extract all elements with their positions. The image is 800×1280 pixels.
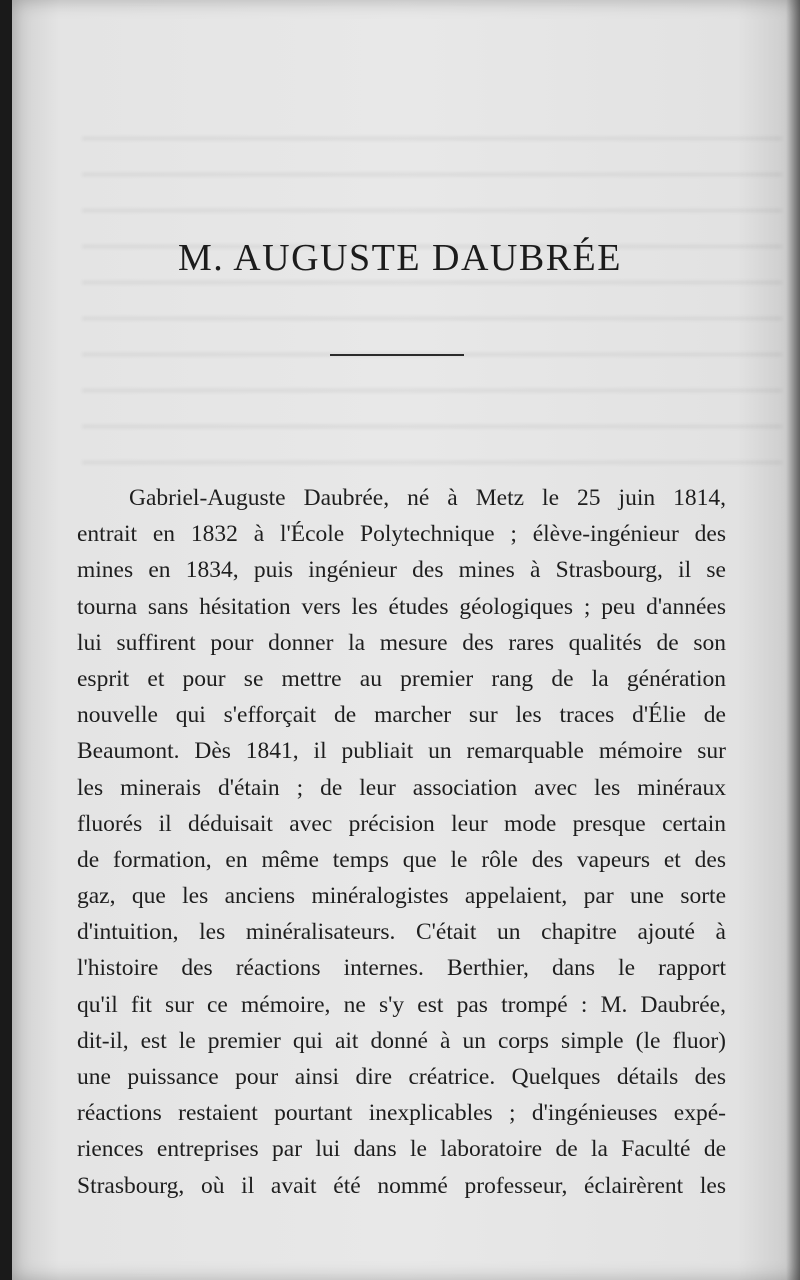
text-line: d'intuition, les minéralisateurs. C'était un chapitre ajouté à [77,919,726,946]
text-line: une puissance pour ainsi dire créatrice. Quelques détails des [77,1064,726,1090]
text-line: entrait en 1832 à l'École Polytechnique ; élève-ingénieur des [77,521,726,548]
text-line: réactions restaient pourtant inexplicables ; d'ingénieuses expé- [77,1100,726,1127]
text-line: de formation, en même temps que le rôle des vapeurs et des [77,846,726,873]
text-line: Gabriel-Auguste Daubrée, né à Metz le 25 juin 1814, [129,485,726,511]
text-line: qu'il fit sur ce mémoire, ne s'y est pas trompé : M. Daubrée, [77,991,726,1018]
text-line: gaz, que les anciens minéralogistes appelaient, par une sorte [77,883,726,910]
text-line: les minerais d'étain ; de leur association avec les minéraux [77,774,726,801]
text-line: tourna sans hésitation vers les études géologiques ; peu d'années [77,593,726,620]
show-through-text [82,110,782,490]
title-divider [330,354,464,356]
text-line: l'histoire des réactions internes. Berthier, dans le rapport [77,955,726,982]
text-line: nouvelle qui s'efforçait de marcher sur les traces d'Élie de [77,702,726,729]
text-line: fluorés il déduisait avec précision leur mode presque certain [77,810,726,837]
page-edge-shadow [786,0,800,1280]
text-line: dit-il, est le premier qui ait donné à un corps simple (le fluor) [77,1027,726,1054]
text-line: Beaumont. Dès 1841, il publiait un remarquable mémoire sur [77,738,726,765]
text-line: lui suffirent pour donner la mesure des rares qualités de son [77,629,726,656]
text-line: mines en 1834, puis ingénieur des mines à Strasbourg, il se [77,557,726,584]
page-title: M. AUGUSTE DAUBRÉE [178,237,622,279]
text-line: esprit et pour se mettre au premier rang de la génération [77,665,726,692]
body-paragraph [77,480,726,1204]
text-line: Strasbourg, où il avait été nommé professeur, éclairèrent les [77,1172,726,1199]
text-line: riences entreprises par lui dans le laboratoire de la Faculté de [77,1136,726,1163]
